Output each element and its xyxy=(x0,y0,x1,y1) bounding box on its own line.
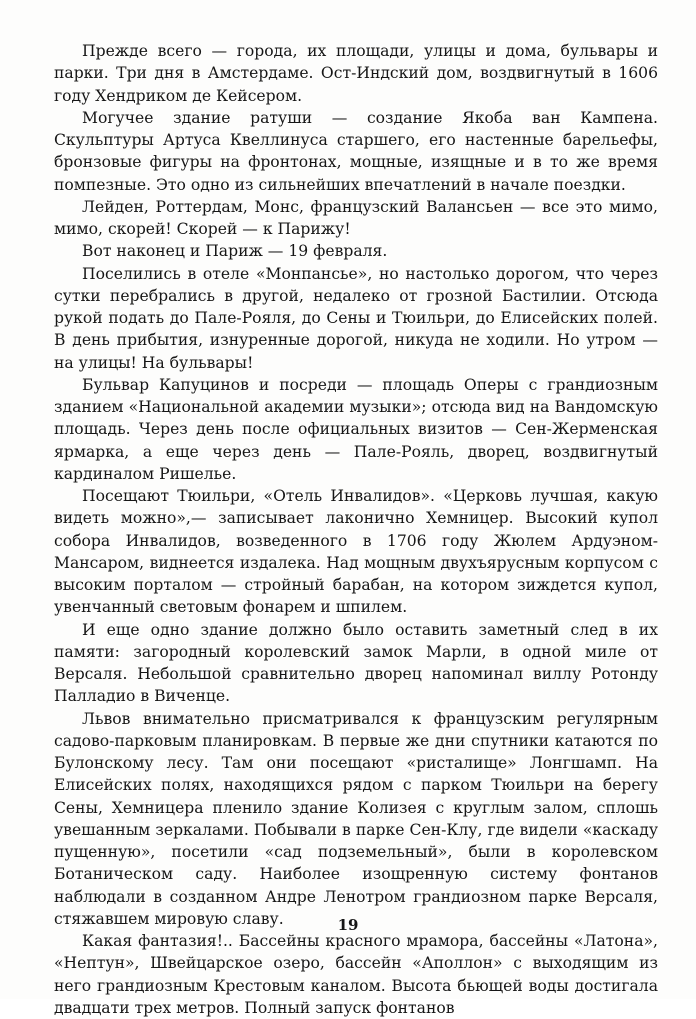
paragraph-marly: И еще одно здание должно было оставить заметный след в их памяти: загородный королевский замок Марли, в одной миле от Версаля. Небольшой сравнительно дворец напоминал виллу Ротонду Палладио в Виченце. xyxy=(54,620,658,706)
paragraph-gardens: Львов внимательно присматривался к французским регулярным садово-парковым планировкам. В первые же дни спутники катаются по Булонскому лесу. Там они посещают «ристалище» Лонгшамп. На Елисейских полях, находящихся рядом с парком Тюильри на берегу Сены, Хемницера пленило здание Колизея с круглым залом, сплошь увешанным зеркалами. Побывали в парке Сен-Клу, где видели «каскаду пущенную», посетили «сад подземельный», были в королевском Ботаническом саду. Наиболее изощренную систему фонтанов наблюдали в созданном Андре Ленотром грандиозном парке Версаля, стяжавшем мировую славу. xyxy=(54,709,658,928)
page-number: 19 xyxy=(337,916,359,934)
body-text xyxy=(54,40,658,1019)
paragraph-hotel: Поселились в отеле «Монпансье», но настолько дорогом, что через сутки перебрались в другой, недалеко от грозной Бастилии. Отсюда рукой подать до Пале-Рояля, до Сены и Тюильри, до Елисейских полей. В день прибытия, изнуренные дорогой, никуда не ходили. Но утром — на улицы! На бульвары! xyxy=(54,264,658,372)
paragraph-boulevard: Бульвар Капуцинов и посреди — площадь Оперы с грандиозным зданием «Национальной академии музыки»; отсюда вид на Вандомскую площадь. Через день после официальных визитов — Сен-Жерменская ярмарка, а еще через день — Пале-Рояль, дворец, воздвигнутый кардиналом Ришелье. xyxy=(54,375,658,483)
paragraph-leiden: Лейден, Роттердам, Монс, французский Валансьен — все это мимо, мимо, скорей! Скорей — к Парижу! xyxy=(54,197,658,238)
paragraph-invalides: Посещают Тюильри, «Отель Инвалидов». «Церковь лучшая, какую видеть можно»,— записывает лаконично Хемницер. Высокий купол собора Инвалидов, возведенного в 1706 году Жюлем Ардуэном-Мансаром, виднеется издалека. Над мощным двухъярусным корпусом с высоким порталом — стройный барабан, на котором зиждется купол, увенчанный световым фонарем и шпилем. xyxy=(54,487,658,617)
paragraph-town-hall: Могучее здание ратуши — создание Якоба ван Кампена. Скульптуры Артуса Квеллинуса старшего, его настенные барельефы, бронзовые фигуры на фронтонах, мощные, изящные и в то же время помпезные. Это одно из сильнейших впечатлений в начале поездки. xyxy=(54,108,658,194)
paragraph-paris-arrival: Вот наконец и Париж — 19 февраля. xyxy=(82,242,388,261)
paragraph-fountains: Какая фантазия!.. Бассейны красного мрамора, бассейны «Латона», «Нептун», Швейцарское озеро, бассейн «Аполлон» с выходящим из него грандиозным Крестовым каналом. Высота бьющей воды достигала двадцати трех метров. Полный запуск фонтанов xyxy=(54,932,658,1017)
paragraph-amsterdam: Прежде всего — города, их площади, улицы и дома, бульвары и парки. Три дня в Амстердаме. Ост-Индский дом, воздвигнутый в 1606 году Хендриком де Кейсером. xyxy=(54,42,658,105)
